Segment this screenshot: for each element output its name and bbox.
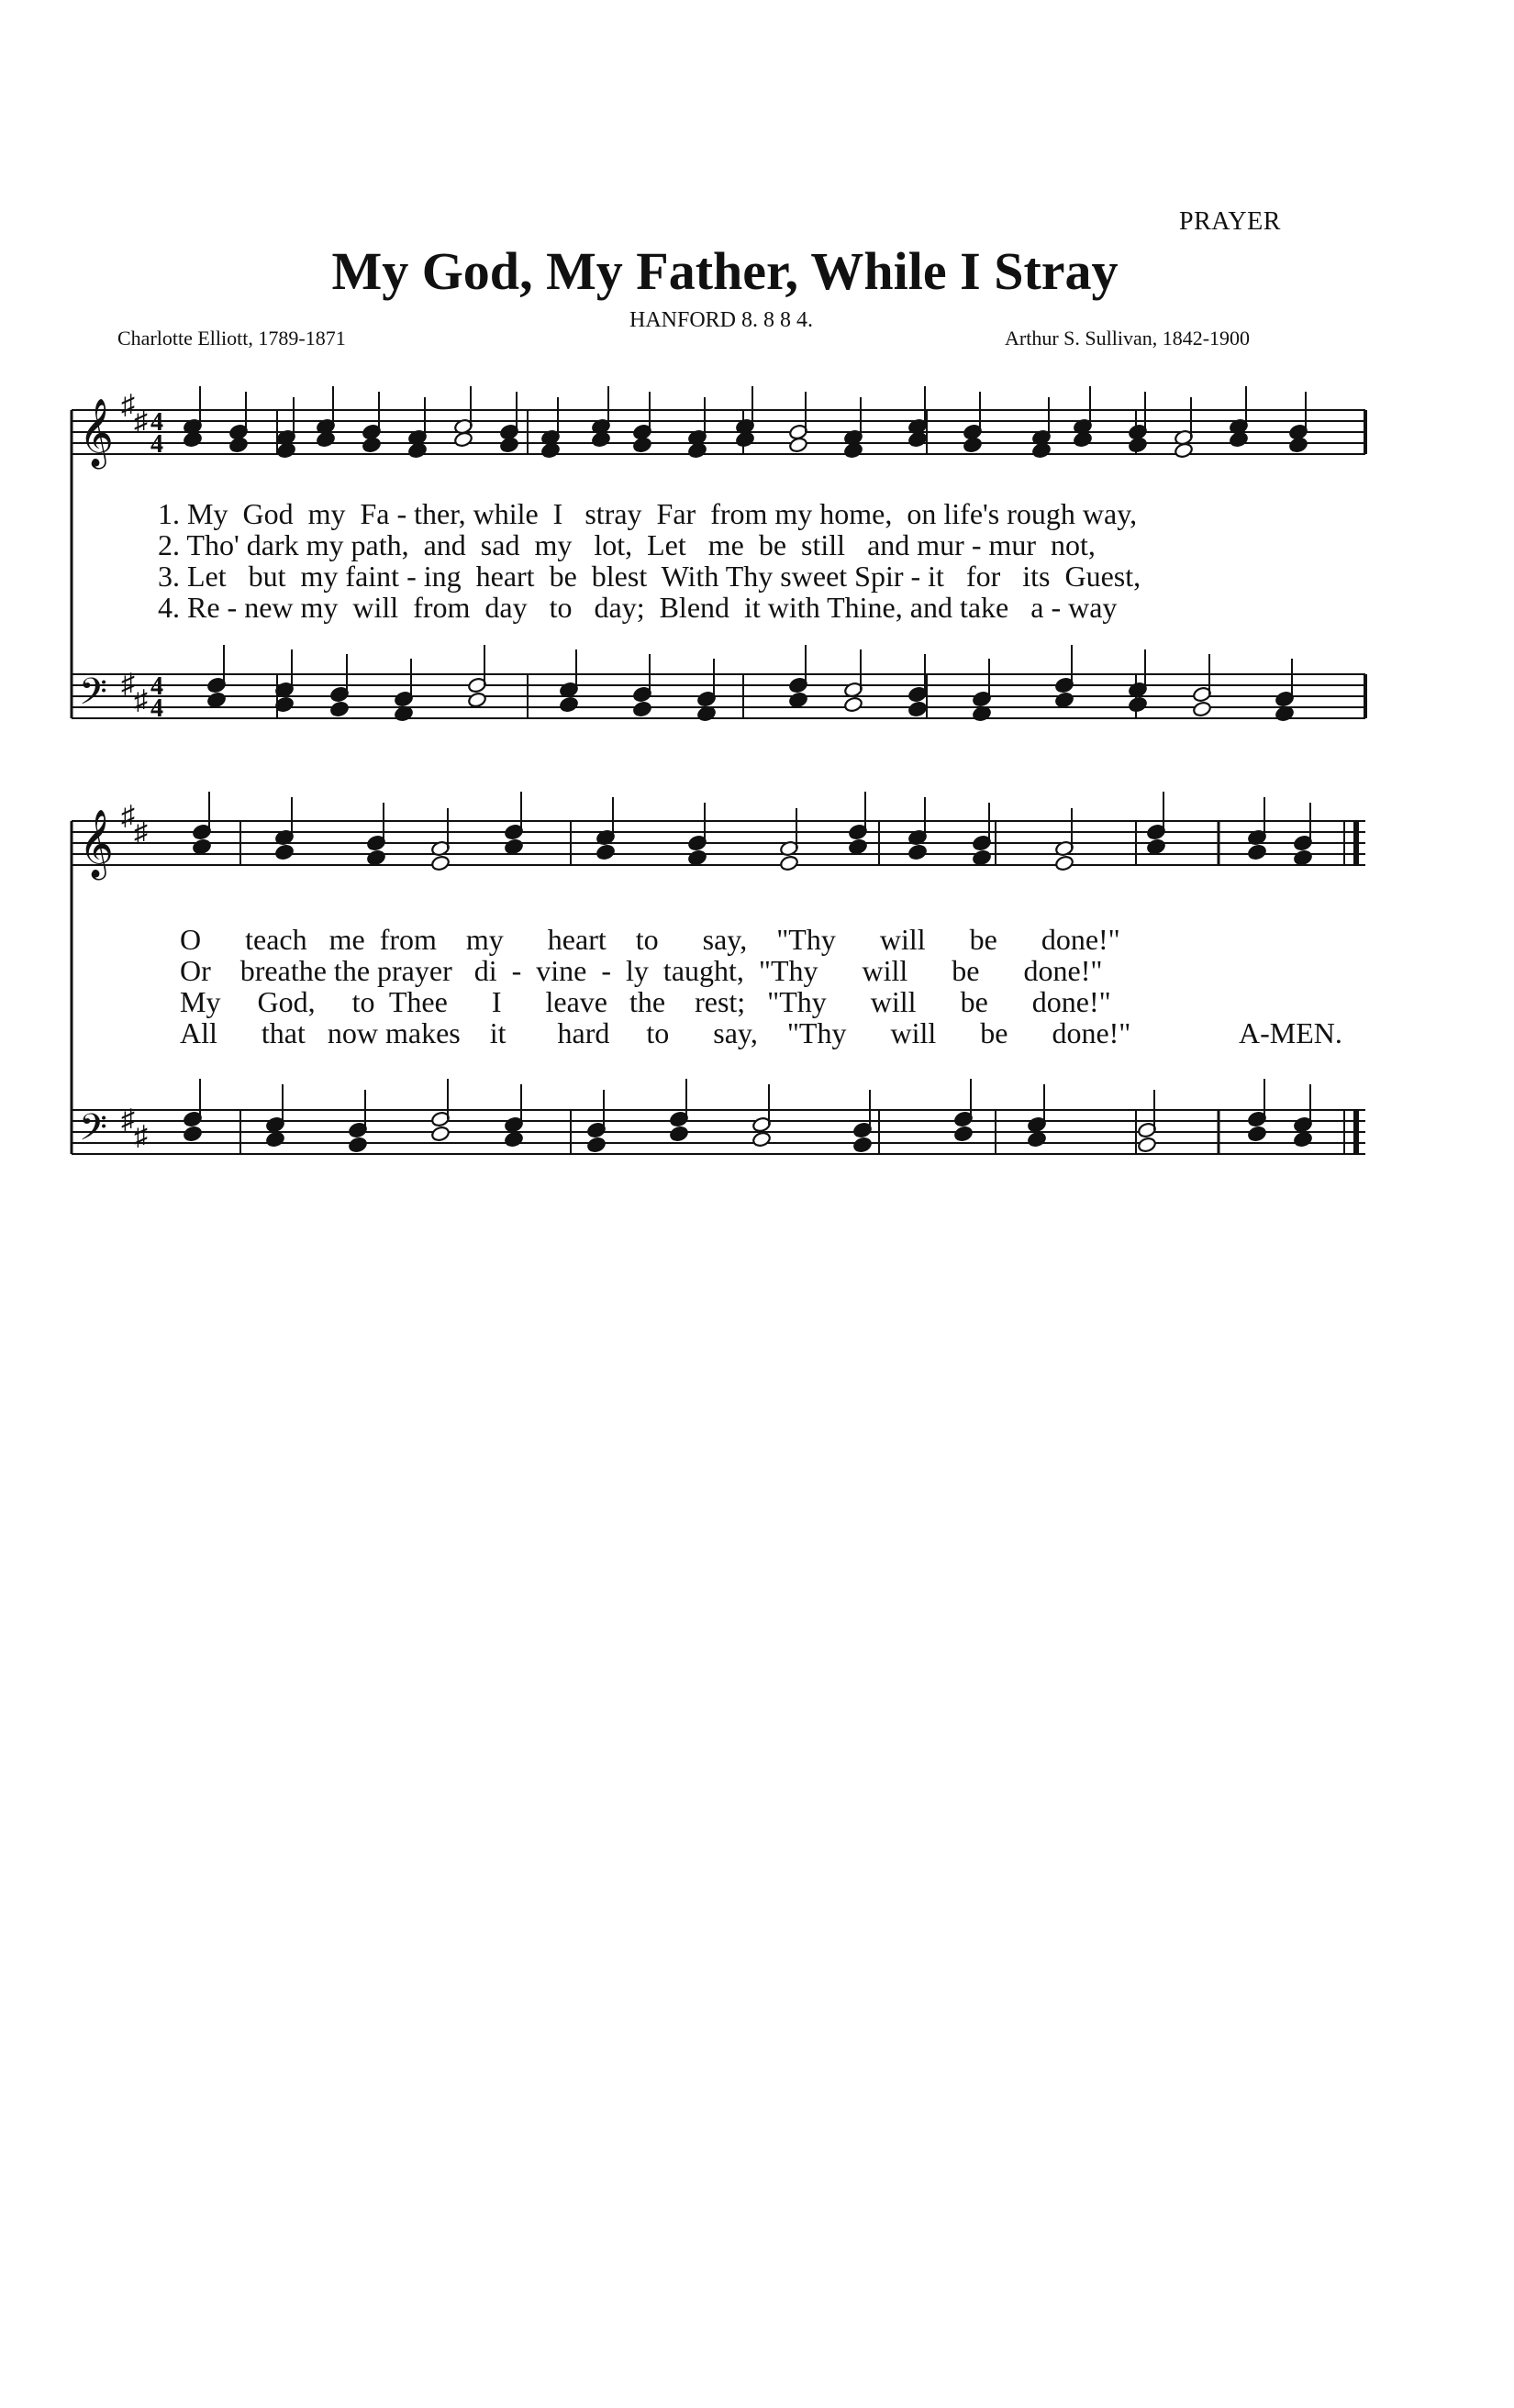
time-signature-top: 4 — [150, 408, 163, 437]
sharp-sign: ♯ — [134, 1121, 148, 1151]
bass-clef-icon: 𝄢 — [79, 672, 107, 721]
bass-note — [183, 1126, 202, 1142]
composer-credit: Arthur S. Sullivan, 1842-1900 — [1005, 327, 1251, 350]
treble-note — [316, 431, 335, 448]
treble-note — [504, 838, 523, 855]
bass-note — [852, 1137, 872, 1153]
verse-2-line-b: Or breathe the prayer di - vine - ly taught, "Thy will be done!" — [180, 954, 1103, 987]
treble-note — [183, 431, 202, 448]
verse-4-line-a: 4. Re - new my will from day to day; Blend it with Thine, and take a - way — [158, 591, 1118, 624]
verse-3-line-b: My God, to Thee I leave the rest; "Thy will be done!" — [180, 985, 1111, 1018]
treble-note — [972, 849, 991, 866]
bass-note — [1027, 1131, 1046, 1148]
bass-note — [265, 1131, 284, 1148]
treble-note — [907, 844, 927, 860]
treble-note — [366, 849, 385, 866]
treble-note — [596, 844, 615, 860]
verse-4-line-b: All that now makes it hard to say, "Thy will be done!" — [180, 1016, 1131, 1049]
treble-note — [407, 442, 427, 459]
hymn-title: My God, My Father, While I Stray — [331, 241, 1119, 301]
bass-note — [1137, 1137, 1156, 1153]
bass-note — [843, 696, 863, 713]
sharp-sign: ♯ — [134, 817, 148, 848]
sharp-sign: ♯ — [134, 406, 148, 437]
treble-note — [1247, 844, 1266, 860]
bass-note — [467, 692, 486, 708]
bass-note — [953, 1126, 973, 1142]
treble-clef-icon: 𝄞 — [79, 811, 114, 876]
amen: A-MEN. — [1239, 1016, 1342, 1049]
sharp-sign: ♯ — [134, 685, 148, 716]
treble-note — [1174, 442, 1193, 459]
bass-note — [348, 1137, 367, 1153]
treble-note — [276, 442, 295, 459]
treble-note — [779, 855, 798, 871]
treble-note — [1128, 437, 1147, 453]
treble-note — [687, 849, 707, 866]
time-signature-bottom: 4 — [150, 694, 163, 723]
bass-note — [430, 1126, 450, 1142]
verse-1-line-b: O teach me from my heart to say, "Thy will be done!" — [180, 923, 1120, 956]
treble-note — [430, 855, 450, 871]
treble-note — [1146, 838, 1165, 855]
verse-1-line-a: 1. My God my Fa - ther, while I stray Far from my home, on life's rough way, — [158, 497, 1138, 530]
verse-2-line-a: 2. Tho' dark my path, and sad my lot, Let me be still and mur - mur not, — [158, 528, 1096, 561]
bass-note — [1128, 696, 1147, 713]
bass-note — [788, 692, 807, 708]
treble-note — [1054, 855, 1074, 871]
bass-note — [751, 1131, 771, 1148]
treble-note — [362, 437, 381, 453]
treble-clef-icon: 𝄞 — [79, 400, 114, 465]
treble-note — [1293, 849, 1312, 866]
treble-note — [1073, 431, 1092, 448]
treble-note — [907, 431, 927, 448]
verse-3-line-a: 3. Let but my faint - ing heart be blest With Thy sweet Spir - it for its Guest, — [158, 560, 1141, 593]
treble-note — [735, 431, 754, 448]
treble-note — [1288, 437, 1308, 453]
treble-note — [274, 844, 294, 860]
bass-note — [586, 1137, 606, 1153]
category-label: PRAYER — [1179, 207, 1281, 236]
time-signature-bottom: 4 — [150, 430, 163, 459]
treble-note — [963, 437, 982, 453]
bass-note — [206, 692, 226, 708]
treble-note — [632, 437, 651, 453]
treble-note — [228, 437, 248, 453]
treble-note — [843, 442, 863, 459]
bass-clef-icon: 𝄢 — [79, 1108, 107, 1157]
bass-note — [1247, 1126, 1266, 1142]
treble-note — [1229, 431, 1248, 448]
treble-note — [788, 437, 807, 453]
author-credit: Charlotte Elliott, 1789-1871 — [117, 327, 346, 350]
time-signature-top: 4 — [150, 672, 163, 701]
treble-note — [848, 838, 867, 855]
bass-note — [559, 696, 578, 713]
bass-note — [1293, 1131, 1312, 1148]
treble-note — [192, 838, 211, 855]
bass-note — [907, 701, 927, 717]
bass-note — [504, 1131, 523, 1148]
bass-note — [1192, 701, 1211, 717]
bass-note — [329, 701, 349, 717]
treble-note — [499, 437, 518, 453]
treble-note — [1031, 442, 1051, 459]
sharp-sign: ♯ — [121, 390, 135, 420]
sharp-sign: ♯ — [121, 669, 135, 699]
treble-note — [453, 431, 473, 448]
sharp-sign: ♯ — [121, 801, 135, 831]
sharp-sign: ♯ — [121, 1104, 135, 1135]
bass-note — [1054, 692, 1074, 708]
bass-note — [632, 701, 651, 717]
bass-note — [669, 1126, 688, 1142]
tune-name: HANFORD 8. 8 8 4. — [629, 308, 813, 332]
treble-note — [687, 442, 707, 459]
treble-note — [591, 431, 610, 448]
treble-note — [540, 442, 560, 459]
